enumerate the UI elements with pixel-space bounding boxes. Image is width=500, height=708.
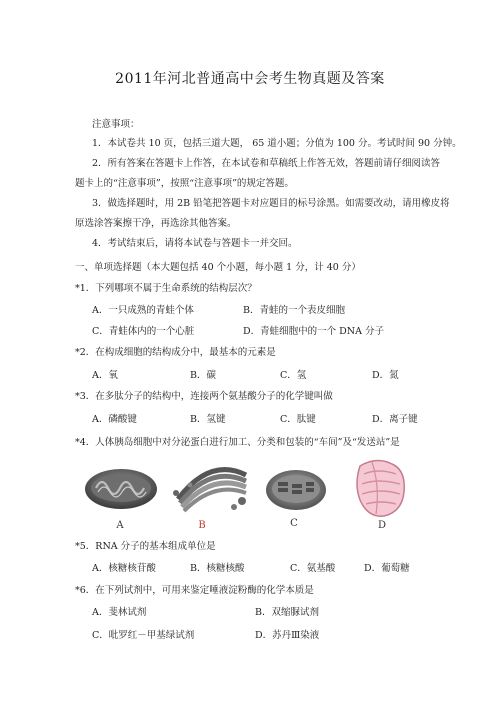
question-6-stem: *6．在下列试剂中，可用来鉴定唾液淀粉酶的化学本质是 xyxy=(75,585,314,596)
notice-item-4: 4．考试结束后，请将本试卷与答题卡一并交回。 xyxy=(92,238,298,249)
q2-option-d: D．氮 xyxy=(372,370,399,381)
notice-heading: 注意事项： xyxy=(92,119,140,130)
q2-option-c: C．氢 xyxy=(280,370,307,381)
golgi-apparatus-image xyxy=(170,455,252,517)
image-label-d: D xyxy=(377,520,387,531)
q1-option-d: D．青蛙细胞中的一个 DNA 分子 xyxy=(243,326,384,337)
image-label-c: C xyxy=(290,518,298,529)
q6-option-d: D．苏丹Ⅲ染液 xyxy=(255,630,320,641)
q3-option-d: D．离子键 xyxy=(372,414,418,425)
question-3-stem: *3．在多肽分子的结构中，连接两个氨基酸分子的化学键叫做 xyxy=(75,391,333,402)
q1-option-a: A．一只成熟的青蛙个体 xyxy=(92,305,194,316)
notice-item-3: 3．做选择题时，用 2B 铅笔把答题卡对应题目的标号涂黑。如需要改动，请用橡皮将 xyxy=(92,198,450,209)
section-heading: 一、单项选择题（本大题包括 40 个小题，每小题 1 分，计 40 分） xyxy=(75,262,361,273)
notice-item-2-cont: 题卡上的“注意事项”，按照“注意事项”的规定答题。 xyxy=(75,178,294,189)
q6-option-b: B．双缩脲试剂 xyxy=(255,607,319,618)
q3-option-b: B．氢键 xyxy=(190,414,226,425)
q1-option-c: C．青蛙体内的一个心脏 xyxy=(92,326,195,337)
q3-option-c: C．肽键 xyxy=(280,414,316,425)
notice-item-2: 2．所有答案在答题卡上作答，在本试卷和草稿纸上作答无效，答题前请仔细阅读答 xyxy=(92,158,441,169)
mitochondrion-image xyxy=(82,462,160,514)
question-2-stem: *2．在构成细胞的结构成分中，最基本的元素是 xyxy=(75,347,276,358)
q1-option-b: B．青蛙的一个表皮细胞 xyxy=(243,305,345,316)
q2-option-b: B．碳 xyxy=(190,370,216,381)
q5-option-d: D．葡萄糖 xyxy=(364,563,410,574)
notice-item-3-cont: 原选涂答案擦干净，再选涂其他答案。 xyxy=(75,218,237,229)
q3-option-a: A．磷酸键 xyxy=(92,414,137,425)
image-label-b: B xyxy=(198,520,206,531)
notice-item-1: 1．本试卷共 10 页，包括三道大题， 65 道小题；分值为 100 分。考试时间 90 分钟。 xyxy=(92,138,462,149)
page-title: 2011年河北普通高中会考生物真题及答案 xyxy=(115,71,385,87)
question-5-stem: *5．RNA 分子的基本组成单位是 xyxy=(75,541,216,552)
q5-option-b: B．核糖核酸 xyxy=(190,563,245,574)
q6-option-a: A．斐林试剂 xyxy=(92,607,147,618)
endoplasmic-reticulum-image xyxy=(350,456,408,520)
q5-option-a: A．核糖核苷酸 xyxy=(92,563,156,574)
question-1-stem: *1．下列哪项不属于生命系统的结构层次？ xyxy=(75,283,257,294)
q6-option-c: C．吡罗红－甲基绿试剂 xyxy=(92,630,195,641)
question-4-stem: *4．人体胰岛细胞中对分泌蛋白进行加工、分类和包装的“车间”及“发送站”是 xyxy=(75,437,400,448)
image-label-a: A xyxy=(116,520,124,531)
q5-option-c: C．氨基酸 xyxy=(290,563,336,574)
q2-option-a: A．氧 xyxy=(92,370,118,381)
chloroplast-image xyxy=(264,466,328,512)
